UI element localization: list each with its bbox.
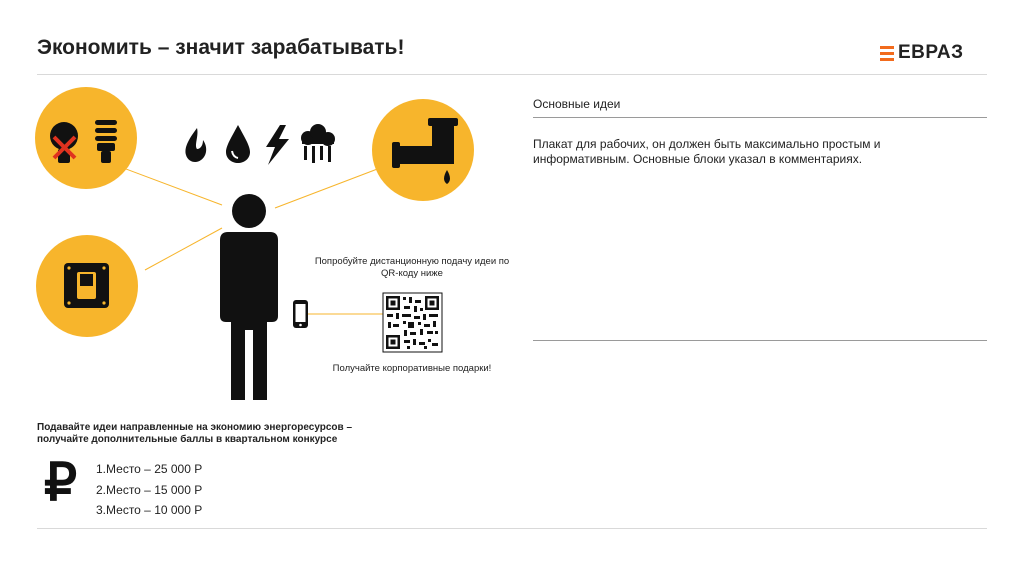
page-title: Экономить – значит зарабатывать! xyxy=(37,36,405,59)
ideas-call-to-action: Подавайте идеи направленные на экономию энергоресурсов – получайте дополнительные баллы в квартальном конкурсе xyxy=(37,422,353,445)
person-icon xyxy=(220,194,278,400)
qr-gift-text: Получайте корпоративные подарки! xyxy=(332,363,492,374)
switch-circle xyxy=(36,235,138,337)
notes-section-title: Основные идеи xyxy=(533,97,621,111)
prize-place-3: 3.Место – 10 000 Р xyxy=(96,503,203,517)
water-drop-icon xyxy=(226,125,250,163)
ruble-icon: ₽ xyxy=(44,454,78,512)
light-switch-icon xyxy=(64,263,109,308)
qr-hint-text: Попробуйте дистанционную подачу идеи по QR-коду ниже xyxy=(314,256,510,279)
steam-icon xyxy=(301,124,335,163)
lightning-icon xyxy=(266,125,289,165)
prize-place-2: 2.Место – 15 000 Р xyxy=(96,482,203,497)
qr-code xyxy=(383,293,442,352)
no-incandescent-bulb-icon xyxy=(50,122,78,163)
prize-place-1: 1.Место – 25 000 Р xyxy=(96,462,203,476)
pipe-circle xyxy=(372,99,474,201)
bulbs-circle xyxy=(35,87,137,189)
logo-text: ЕВРАЗ xyxy=(898,42,964,63)
phone-icon xyxy=(293,300,308,328)
prize-list xyxy=(96,459,202,521)
notes-description: Плакат для рабочих, он должен быть максимально простым и информативным. Основные блоки указал в комментариях. xyxy=(533,137,881,166)
flame-icon xyxy=(185,128,206,162)
